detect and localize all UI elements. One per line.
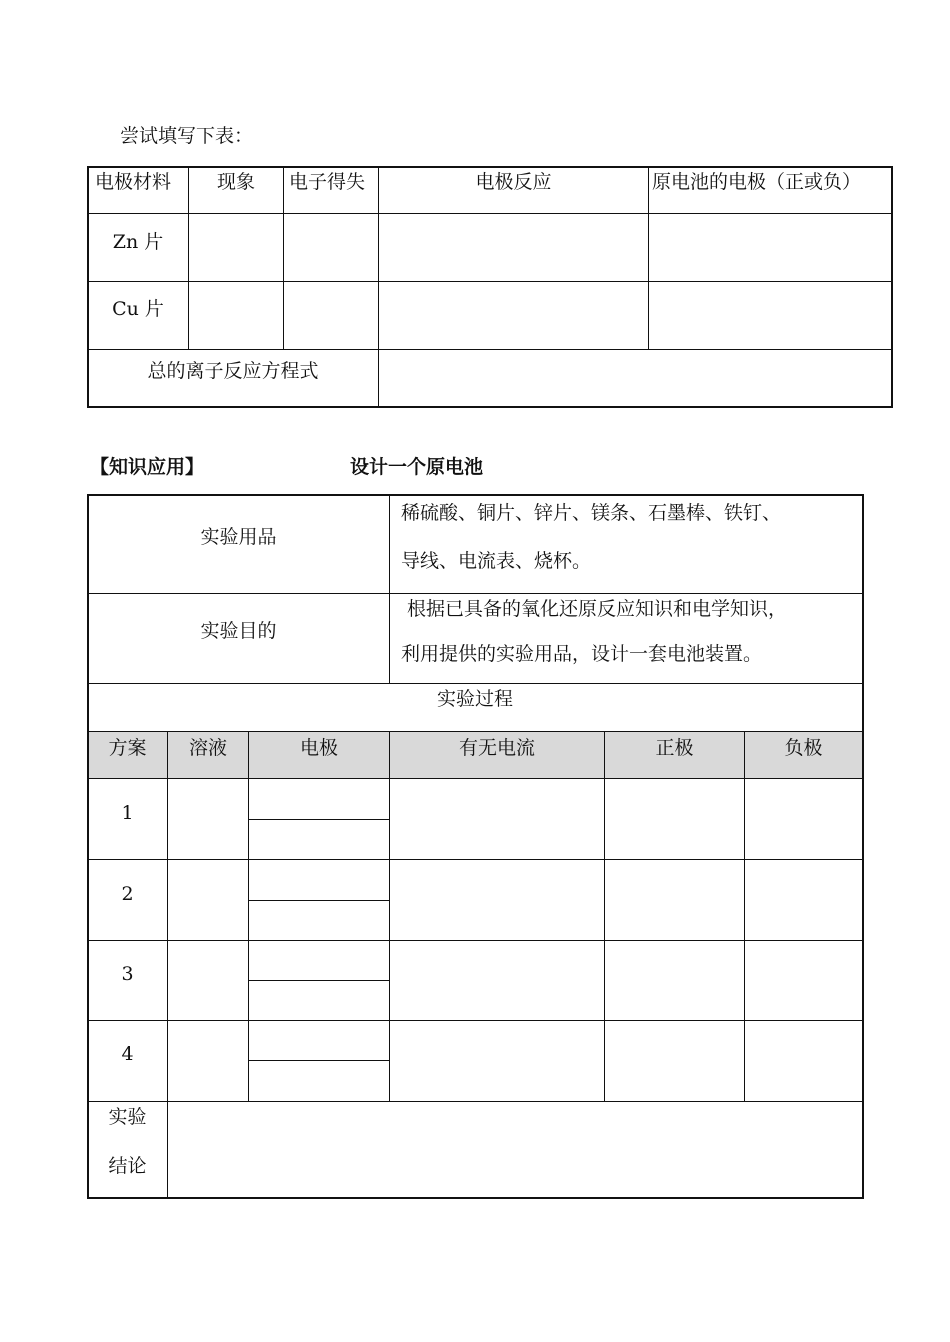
col-header-electrode: 电极 bbox=[299, 737, 338, 759]
col-header-negative: 负极 bbox=[784, 737, 823, 759]
purpose-line-1: 根据已具备的氧化还原反应知识和电学知识， bbox=[401, 598, 788, 620]
process-label: 实验过程 bbox=[436, 688, 513, 710]
plan-number-1: 1 bbox=[121, 802, 134, 824]
row-label-zn: Zn 片 bbox=[112, 231, 164, 253]
section-tag: 【知识应用】 bbox=[90, 456, 205, 478]
supplies-label: 实验用品 bbox=[200, 526, 277, 548]
col-header-material: 电极材料 bbox=[95, 171, 172, 193]
col-header-electron: 电子得失 bbox=[289, 171, 366, 193]
intro-text: 尝试填写下表： bbox=[120, 125, 254, 147]
col-header-reaction: 电极反应 bbox=[475, 171, 552, 193]
purpose-label: 实验目的 bbox=[200, 620, 277, 642]
plan-number-3: 3 bbox=[121, 963, 134, 985]
col-header-solution: 溶液 bbox=[188, 737, 227, 759]
purpose-line-2: 利用提供的实验用品，设计一套电池装置。 bbox=[401, 643, 763, 665]
plan-number-2: 2 bbox=[121, 883, 134, 905]
col-header-current: 有无电流 bbox=[458, 737, 535, 759]
supplies-line-1: 稀硫酸、铜片、锌片、镁条、石墨棒、铁钉、 bbox=[401, 502, 782, 524]
plan-number-4: 4 bbox=[121, 1043, 134, 1065]
section-title: 设计一个原电池 bbox=[350, 456, 484, 478]
col-header-positive: 正极 bbox=[655, 737, 694, 759]
supplies-line-2: 导线、电流表、烧杯。 bbox=[401, 550, 592, 572]
col-header-pole: 原电池的电极（正或负） bbox=[652, 171, 862, 193]
conclusion-label-line-1: 实验 bbox=[108, 1106, 147, 1128]
row-label-cu: Cu 片 bbox=[112, 298, 164, 320]
conclusion-label-line-2: 结论 bbox=[108, 1155, 147, 1177]
col-header-plan: 方案 bbox=[108, 737, 147, 759]
col-header-phenomenon: 现象 bbox=[216, 171, 255, 193]
row-label-total: 总的离子反应方程式 bbox=[147, 360, 319, 382]
